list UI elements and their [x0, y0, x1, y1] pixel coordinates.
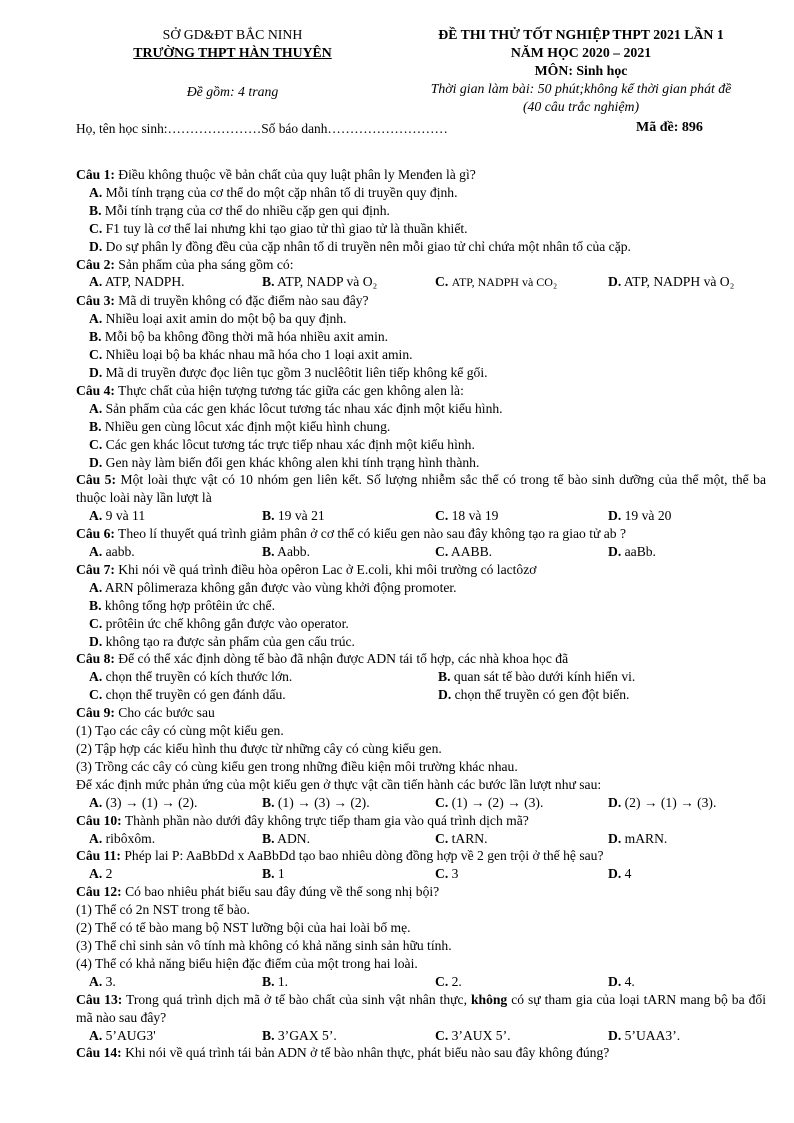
option-b: B. quan sát tế bào dưới kính hiển vi.	[438, 669, 636, 685]
question-13: Câu 13: Trong quá trình dịch mã ở tế bào chất của sinh vật nhân thực, không có sự tham gia của loại tARN mang bộ ba đối mã nào sau đây?	[76, 991, 766, 1025]
question-label: Câu 14:	[76, 1045, 122, 1061]
question-text: Để có thể xác định dòng tế bào đã nhận được ADN tái tổ hợp, các nhà khoa học đã	[114, 651, 569, 667]
options-row	[76, 1027, 766, 1045]
question-text: Sản phẩm của pha sáng gồm có:	[114, 256, 294, 272]
question-list	[76, 166, 766, 1062]
question-4	[76, 382, 766, 400]
question-text: Cho các bước sau	[114, 705, 215, 721]
question-2	[76, 256, 766, 274]
statement-2: (2) Thể có tế bào mang bộ NST lưỡng bội của hai loài bố mẹ.	[76, 920, 411, 936]
question-text: Theo lí thuyết quá trình giảm phân ở cơ thể có kiểu gen nào sau đây không tạo ra giao tử ab ?	[114, 526, 627, 542]
step-3: (3) Trồng các cây có cùng kiểu gen trong những điều kiện môi trường khác nhau.	[76, 758, 518, 774]
question-6	[76, 525, 766, 543]
option-b: B. (1) → (3) → (2).	[262, 794, 370, 810]
question-text: Thành phần nào dưới đây không trực tiếp tham gia vào quá trình dịch mã?	[121, 812, 529, 828]
subject: MÔN: Sinh học	[534, 63, 628, 78]
option-a: A. Mỗi tính trạng của cơ thể do một cặp nhân tố di truyền quy định.	[89, 184, 458, 200]
question-label: Câu 12:	[76, 884, 122, 900]
option-a: A. aabb.	[89, 544, 135, 560]
option-a: A. ARN pôlimeraza không gắn được vào vùng khởi động promoter.	[89, 579, 457, 595]
option-d: D. chọn thể truyền có gen đột biến.	[438, 687, 630, 703]
options-row	[76, 668, 766, 686]
option-c: C. 18 và 19	[435, 508, 499, 524]
option-b: B. Mỗi bộ ba không đồng thời mã hóa nhiều axit amin.	[89, 329, 389, 345]
pages-note: Đề gồm: 4 trang	[186, 84, 279, 99]
options-row	[76, 973, 766, 991]
question-label: Câu 13:	[76, 991, 123, 1007]
option-c: C. Các gen khác lôcut tương tác trực tiếp nhau xác định một kiểu hình.	[89, 436, 475, 452]
option-c: C. F1 tuy là cơ thể lai nhưng khi tạo giao tử thì giao tử là thuần khiết.	[89, 220, 468, 236]
question-label: Câu 6:	[76, 526, 115, 542]
question-label: Câu 3:	[76, 293, 115, 309]
statement-3: (3) Thể chỉ sinh sản vô tính mà không có khả năng sinh sản hữu tính.	[76, 937, 452, 953]
options-row	[76, 794, 766, 812]
question-text: Một loài thực vật có 10 nhóm gen liên kết. Số lượng nhiễm sắc thể có trong tế bào sinh dưỡng của thể một, thể ba thuộc loài này lần lượt là	[76, 472, 766, 506]
option-b: B. Nhiều gen cùng lôcut xác định một kiểu hình chung.	[89, 418, 391, 434]
department-name: SỞ GD&ĐT BẮC NINH	[162, 27, 303, 42]
question-12	[76, 883, 766, 901]
option-b: B. Mỗi tính trạng của cơ thể do nhiều cặp gen qui định.	[89, 202, 390, 218]
option-d: D. 4.	[608, 973, 635, 989]
options-row	[76, 830, 766, 848]
option-b: B. Aabb.	[262, 544, 310, 560]
option-b: B. 3’GAX 5’.	[262, 1027, 337, 1043]
option-c: C. prôtêin ức chế không gắn được vào operator.	[89, 615, 349, 631]
question-11	[76, 847, 766, 865]
option-a: A. ribôxôm.	[89, 830, 156, 846]
option-b: B. 1	[262, 866, 285, 882]
exam-title: ĐỀ THI THỬ TỐT NGHIỆP THPT 2021 LẦN 1	[438, 27, 724, 42]
question-label: Câu 10:	[76, 812, 122, 828]
question-label: Câu 5:	[76, 472, 116, 488]
option-d: D. không tạo ra được sản phẩm của gen cấu trúc.	[89, 633, 355, 649]
school-year: NĂM HỌC 2020 – 2021	[510, 45, 652, 60]
option-b: B. 1.	[262, 973, 289, 989]
question-text: Mã di truyền không có đặc điểm nào sau đây?	[114, 293, 369, 309]
question-label: Câu 11:	[76, 848, 121, 864]
option-d: D. ATP, NADPH và O₂	[608, 274, 735, 290]
option-c: C. 3’AUX 5’.	[435, 1027, 511, 1043]
option-c: C. ATP, NADPH và CO₂	[435, 274, 558, 290]
option-b: B. 19 và 21	[262, 508, 325, 524]
option-a: A. ATP, NADPH.	[89, 274, 185, 290]
option-b: B. ADN.	[262, 830, 310, 846]
question-label: Câu 2:	[76, 256, 115, 272]
options-row	[76, 507, 766, 525]
statement-4: (4) Thể có khả năng biểu hiện đặc điểm của một trong hai loài.	[76, 955, 418, 971]
option-c: C. (1) → (2) → (3).	[435, 794, 544, 810]
question-prompt: Để xác định mức phản ứng của một kiểu gen ở thực vật cần tiến hành các bước lần lượt như sau:	[76, 776, 602, 792]
option-a: A. (3) → (1) → (2).	[89, 794, 198, 810]
option-c: C. 2.	[435, 973, 462, 989]
question-text: Điều không thuộc về bản chất của quy luật phân ly Menđen là gì?	[114, 167, 476, 182]
option-d: D. (2) → (1) → (3).	[608, 794, 717, 810]
time-limit: Thời gian làm bài: 50 phút;không kể thời gian phát đề	[430, 81, 732, 96]
question-label: Câu 1:	[76, 167, 115, 182]
header-left	[100, 26, 365, 62]
option-a: A. 9 và 11	[89, 508, 146, 524]
question-3	[76, 292, 766, 310]
question-8	[76, 650, 766, 668]
student-info-line: Họ, tên học sinh:…………………Số báo danh………………………	[76, 121, 448, 136]
question-label: Câu 7:	[76, 561, 115, 577]
option-d: D. aaBb.	[608, 544, 656, 560]
option-c: C. 3	[435, 866, 459, 882]
option-c: C. Nhiều loại bộ ba khác nhau mã hóa cho 1 loại axit amin.	[89, 347, 413, 363]
question-1	[76, 166, 766, 184]
question-label: Câu 4:	[76, 382, 115, 398]
option-a: A. Sản phẩm của các gen khác lôcut tương tác nhau xác định một kiểu hình.	[89, 400, 503, 416]
question-10	[76, 812, 766, 830]
question-text: Thực chất của hiện tượng tương tác giữa các gen không alen là:	[114, 382, 464, 398]
option-c: C. tARN.	[435, 830, 488, 846]
option-a: A. 3.	[89, 973, 116, 989]
step-1: (1) Tạo các cây có cùng một kiểu gen.	[76, 723, 284, 739]
question-7	[76, 561, 766, 579]
option-d: D. Gen này làm biến đổi gen khác không alen khi tính trạng hình thành.	[89, 454, 480, 470]
option-d: D. Do sự phân ly đồng đều của cặp nhân tố di truyền nên mỗi giao tử chỉ chứa một nhân tố của cặp.	[89, 238, 631, 254]
question-9	[76, 704, 766, 722]
option-d: D. mARN.	[608, 830, 668, 846]
option-a: A. 2	[89, 866, 113, 882]
options-row	[76, 686, 766, 704]
question-text: Phép lai P: AaBbDd x AaBbDd tạo bao nhiêu dòng đồng hợp về 2 gen trội ở thế hệ sau?	[120, 848, 604, 864]
question-5	[76, 471, 766, 507]
options-row	[76, 865, 766, 883]
option-d: D. 4	[608, 866, 632, 882]
option-c: C. chọn thể truyền có gen đánh dấu.	[89, 687, 286, 703]
question-14	[76, 1044, 766, 1062]
question-count: (40 câu trắc nghiệm)	[522, 99, 640, 114]
question-text: Có bao nhiêu phát biểu sau đây đúng về thể song nhị bội?	[121, 884, 440, 900]
statement-1: (1) Thể có 2n NST trong tế bào.	[76, 902, 250, 918]
option-d: D. 19 và 20	[608, 508, 672, 524]
option-b: B. ATP, NADP và O₂	[262, 274, 378, 290]
question-text: Khi nói về quá trình tái bản ADN ở tế bào nhân thực, phát biểu nào sau đây không đúng?	[121, 1045, 610, 1061]
option-d: D. 5’UAA3’.	[608, 1027, 681, 1043]
exam-code: Mã đề: 896	[636, 120, 703, 135]
options-row	[76, 543, 766, 561]
option-a: A. chọn thể truyền có kích thước lớn.	[89, 669, 293, 685]
option-c: C. AABB.	[435, 544, 493, 560]
header-right	[392, 26, 770, 116]
question-label: Câu 9:	[76, 705, 115, 721]
options-row	[76, 273, 766, 292]
option-a: A. Nhiều loại axit amin do một bộ ba quy định.	[89, 311, 347, 327]
question-text: Khi nói về quá trình điều hòa opêron Lac ở E.coli, khi môi trường có lactôzơ	[114, 561, 537, 577]
option-d: D. Mã di truyền được đọc liên tục gồm 3 nuclêôtit liên tiếp không kể gối.	[89, 364, 488, 380]
school-name: TRƯỜNG THPT HÀN THUYÊN	[133, 45, 332, 60]
option-b: B. không tổng hợp prôtêin ức chế.	[89, 597, 275, 613]
option-a: A. 5’AUG3'	[89, 1027, 156, 1043]
question-label: Câu 8:	[76, 651, 115, 667]
step-2: (2) Tập hợp các kiểu hình thu được từ những cây có cùng kiểu gen.	[76, 741, 442, 756]
